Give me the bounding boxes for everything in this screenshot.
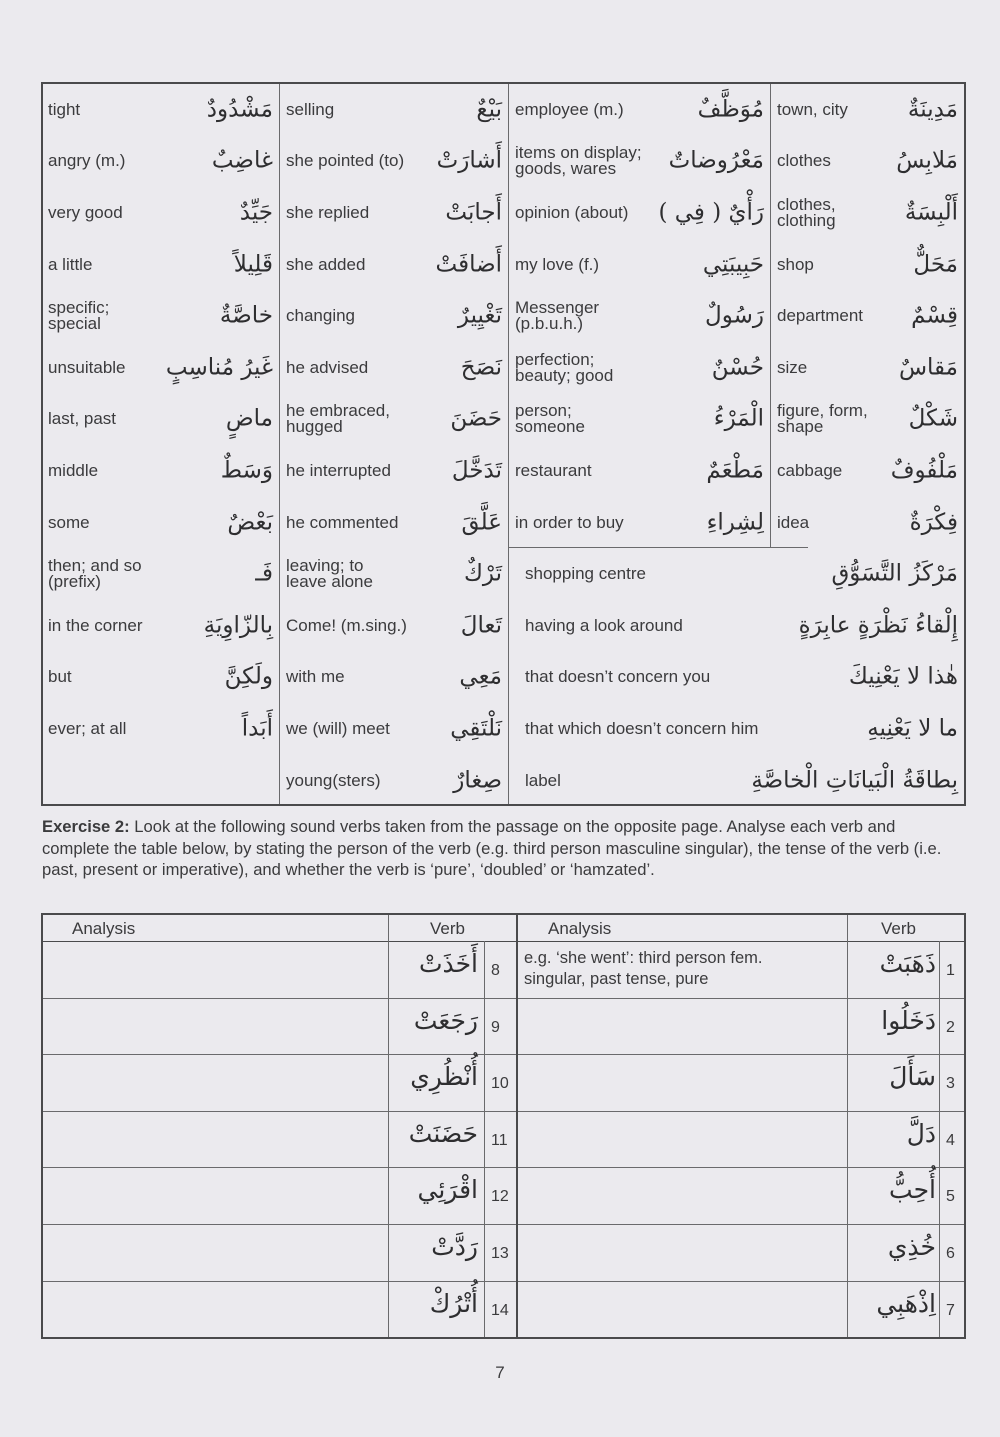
- vocab-entry: [43, 497, 279, 549]
- arabic-word: مَحَلٌّ: [913, 251, 958, 278]
- english-meaning: town, city: [777, 99, 848, 119]
- vocab-entry: [43, 600, 279, 652]
- vocab-phrase-entry: [520, 755, 964, 807]
- arabic-verb: أُنْظُرِي: [410, 1062, 478, 1092]
- analysis-header-left: Analysis: [72, 919, 136, 938]
- arabic-word: رَسُولٌ: [705, 302, 764, 329]
- exercise-label: Exercise 2:: [42, 817, 130, 836]
- vocab-entry: [281, 239, 508, 291]
- arabic-verb: رَدَّتْ: [431, 1232, 478, 1261]
- vocabulary-box: [41, 82, 966, 806]
- arabic-word: رَأْيٌ ( فِي ): [658, 199, 764, 226]
- english-meaning: but: [48, 667, 72, 687]
- arabic-verb: ذَهَبَتْ: [879, 949, 936, 978]
- arabic-word: لِشِراءِ: [706, 509, 764, 536]
- english-meaning: selling: [286, 99, 335, 119]
- arabic-word: مَدِينَةٌ: [907, 96, 958, 123]
- analysis-cell[interactable]: [524, 1288, 844, 1332]
- vocab-entry: [43, 84, 279, 136]
- row-number: 7: [946, 1301, 955, 1319]
- row-number: 8: [491, 962, 500, 979]
- arabic-verb: خُذِي: [887, 1232, 936, 1261]
- verb-row: [518, 1281, 964, 1338]
- english-meaning: young(sters): [286, 770, 381, 790]
- arabic-word: نَلْتَقِي: [450, 715, 502, 742]
- arabic-word: بِالزّاوِيَةِ: [203, 612, 273, 639]
- english-meaning: with me: [286, 667, 345, 687]
- row-number: 13: [491, 1245, 509, 1262]
- verb-row: [43, 941, 516, 998]
- row-number: 11: [491, 1131, 508, 1149]
- vocab-entry: [281, 548, 508, 600]
- vocab-entry: [43, 394, 279, 446]
- english-meaning: very good: [48, 202, 123, 222]
- english-meaning: in order to buy: [515, 512, 624, 532]
- vocab-entry: [510, 187, 770, 239]
- english-meaning: person; someone: [515, 401, 585, 437]
- english-meaning: she added: [286, 254, 366, 274]
- arabic-word: مَشْدُودٌ: [206, 96, 273, 123]
- english-meaning: perfection; beauty; good: [515, 349, 614, 385]
- analysis-cell[interactable]: [49, 1231, 384, 1275]
- english-meaning: opinion (about): [515, 202, 629, 222]
- vocab-entry: [510, 239, 770, 291]
- vocab-entry: [281, 187, 508, 239]
- english-meaning: angry (m.): [48, 151, 126, 171]
- row-number: 1: [946, 962, 955, 979]
- vocab-phrase-entry: [520, 548, 964, 600]
- vocab-entry: [772, 187, 964, 239]
- vocab-entry: [281, 84, 508, 136]
- english-meaning: middle: [48, 460, 99, 480]
- vocab-entry: [772, 290, 964, 342]
- arabic-word: فَـ: [255, 560, 273, 587]
- arabic-word: تَغْيِيرٌ: [457, 302, 502, 329]
- analysis-cell[interactable]: [49, 1061, 384, 1105]
- arabic-verb: أُتْرُكْ: [429, 1288, 478, 1318]
- english-meaning: shopping centre: [525, 564, 646, 584]
- page-number: 7: [495, 1363, 505, 1382]
- vocab-entry: [43, 548, 279, 600]
- arabic-word: الْمَرْءُ: [713, 405, 764, 432]
- verb-header-left: Verb: [430, 919, 465, 938]
- vocab-entry: [510, 84, 770, 136]
- english-meaning: some: [48, 512, 90, 532]
- english-meaning: he interrupted: [286, 460, 391, 480]
- exercise-instructions: [42, 816, 962, 881]
- verb-header-right: Verb: [881, 919, 916, 938]
- arabic-word: غَيرُ مُناسِبٍ: [165, 354, 273, 381]
- arabic-word: جَيِّدٌ: [239, 199, 273, 226]
- arabic-word: خاصَّةٌ: [219, 302, 273, 329]
- arabic-word: قَلِيلاً: [233, 251, 273, 278]
- english-meaning: in the corner: [48, 615, 143, 635]
- verb-row: [518, 1111, 964, 1168]
- arabic-verb: دَلَّ: [906, 1118, 936, 1148]
- vocab-entry: [281, 755, 508, 807]
- vocab-phrase-entry: [520, 652, 964, 704]
- english-meaning: label: [525, 770, 561, 790]
- vocab-phrase-entry: [520, 703, 964, 755]
- arabic-word: وَسَطٌ: [220, 457, 273, 484]
- arabic-verb: أَخَذَتْ: [418, 949, 478, 978]
- row-number: 4: [946, 1131, 955, 1149]
- arabic-word: ماضٍ: [225, 405, 273, 432]
- arabic-word: نَصَحَ: [460, 354, 502, 381]
- column-divider: [279, 84, 280, 804]
- vocab-entry: [43, 342, 279, 394]
- analysis-table: [41, 913, 966, 1339]
- vocab-entry: [43, 136, 279, 188]
- english-meaning: then; and so (prefix): [48, 556, 142, 592]
- row-number: 10: [491, 1075, 509, 1093]
- arabic-verb: حَضَنَتْ: [408, 1118, 478, 1148]
- english-meaning: restaurant: [515, 460, 592, 480]
- english-meaning: she replied: [286, 202, 370, 222]
- arabic-word: مَعِي: [459, 663, 502, 690]
- vocab-entry: [772, 136, 964, 188]
- verb-row: [43, 1281, 516, 1338]
- arabic-word: مَلابِسُ: [896, 147, 958, 174]
- row-number: 2: [946, 1018, 955, 1036]
- english-meaning: clothes: [777, 151, 831, 171]
- english-meaning: unsuitable: [48, 357, 126, 377]
- arabic-word: بَعْضٌ: [227, 509, 273, 536]
- vocab-entry: [772, 239, 964, 291]
- english-meaning: figure, form, shape: [777, 401, 868, 437]
- english-meaning: that doesn’t concern you: [525, 667, 711, 687]
- analysis-cell[interactable]: [49, 1118, 384, 1162]
- arabic-word: مَقاسٌ: [898, 354, 958, 381]
- arabic-phrase: هٰذا لا يَعْنِيكَ: [848, 663, 958, 690]
- arabic-word: شَكْلٌ: [908, 405, 958, 432]
- english-meaning: Come! (m.sing.): [286, 615, 407, 635]
- row-number: 5: [946, 1188, 955, 1206]
- row-number: 6: [946, 1245, 955, 1262]
- vocab-entry: [281, 394, 508, 446]
- english-meaning: clothes, clothing: [777, 194, 836, 230]
- arabic-phrase: إِلْقاءُ نَظْرَةٍ عابِرَةٍ: [798, 612, 958, 639]
- analysis-cell[interactable]: [49, 1005, 384, 1049]
- vocab-entry: [510, 497, 770, 549]
- verb-row: [43, 1167, 516, 1224]
- analysis-cell[interactable]: [524, 1118, 844, 1162]
- arabic-word: مَلْفُوفٌ: [890, 457, 958, 484]
- vocab-entry: [281, 342, 508, 394]
- verb-row: [43, 998, 516, 1055]
- arabic-word: بَيْعٌ: [476, 96, 502, 123]
- arabic-word: فِكْرَةٌ: [909, 509, 958, 536]
- row-number: 3: [946, 1075, 955, 1093]
- english-meaning: my love (f.): [515, 254, 600, 274]
- english-meaning: he embraced, hugged: [286, 401, 390, 437]
- arabic-verb: أُحِبُّ: [889, 1175, 936, 1205]
- arabic-word: مَعْرُوضاتٌ: [668, 147, 764, 174]
- arabic-word: عَلَّقَ: [461, 509, 502, 536]
- vocab-entry: [772, 445, 964, 497]
- vocab-entry: [281, 497, 508, 549]
- english-meaning: ever; at all: [48, 718, 127, 738]
- vocab-entry: [772, 394, 964, 446]
- verb-row: [518, 1054, 964, 1111]
- arabic-word: أَبَداً: [241, 715, 273, 742]
- english-meaning: Messenger (p.b.u.h.): [515, 298, 600, 334]
- vocab-entry: [43, 652, 279, 704]
- arabic-verb: رَجَعَتْ: [413, 1005, 478, 1035]
- vocab-entry: [510, 445, 770, 497]
- analysis-cell[interactable]: [524, 1061, 844, 1105]
- english-meaning: having a look around: [525, 615, 683, 635]
- english-meaning: last, past: [48, 409, 117, 429]
- arabic-word: حَبِيبَتِي: [702, 251, 764, 278]
- arabic-word: أَجابَتْ: [445, 199, 502, 226]
- row-number: 12: [491, 1188, 509, 1206]
- column-divider: [770, 84, 771, 547]
- analysis-cell[interactable]: [524, 1231, 844, 1275]
- arabic-word: قِسْمٌ: [911, 302, 958, 329]
- analysis-cell[interactable]: e.g. ‘she went’: third person fem. singular, past tense, pure: [524, 949, 763, 988]
- english-meaning: we (will) meet: [286, 718, 390, 738]
- english-meaning: shop: [777, 254, 814, 274]
- arabic-verb: دَخَلُوا: [881, 1005, 936, 1035]
- vocab-entry: [510, 394, 770, 446]
- arabic-phrase: بِطاقَةُ الْبَيانَاتِ الْخاصَّةِ: [751, 767, 958, 794]
- vocab-entry: [510, 342, 770, 394]
- verb-row: [43, 1111, 516, 1168]
- vocab-phrase-entry: [520, 600, 964, 652]
- arabic-word: ولَكِنَّ: [224, 663, 273, 690]
- vocab-entry: [772, 497, 964, 549]
- column-divider: [508, 84, 509, 804]
- english-meaning: changing: [286, 306, 356, 326]
- vocab-entry: [772, 84, 964, 136]
- english-meaning: department: [777, 306, 863, 326]
- vocab-entry: [281, 136, 508, 188]
- english-meaning: employee (m.): [515, 99, 624, 119]
- vocab-entry: [43, 239, 279, 291]
- english-meaning: specific; special: [48, 298, 110, 334]
- arabic-word: مُوَظَّفٌ: [697, 96, 764, 123]
- english-meaning: he commented: [286, 512, 399, 532]
- vocab-entry: [43, 445, 279, 497]
- arabic-verb: اِذْهَبِي: [876, 1288, 936, 1318]
- vocab-entry: [43, 703, 279, 755]
- arabic-word: أَلْبِسَةٌ: [904, 199, 958, 226]
- arabic-verb: اقْرَئِي: [417, 1175, 478, 1205]
- analysis-cell[interactable]: [49, 1174, 384, 1218]
- row-number: 14: [491, 1301, 509, 1319]
- verb-row: [43, 1054, 516, 1111]
- verb-row: [518, 1224, 964, 1281]
- vocab-entry: [510, 290, 770, 342]
- arabic-word: غاضِبٌ: [211, 147, 273, 174]
- verb-row: [518, 941, 964, 998]
- row-number: 9: [491, 1018, 500, 1036]
- arabic-word: أَشارَتْ: [436, 147, 502, 174]
- vocab-entry: [281, 290, 508, 342]
- english-meaning: size: [777, 357, 808, 377]
- arabic-phrase: ما لا يَعْنِيهِ: [867, 715, 958, 742]
- analysis-cell[interactable]: [524, 1005, 844, 1049]
- english-meaning: she pointed (to): [286, 151, 405, 171]
- analysis-cell[interactable]: [524, 1174, 844, 1218]
- arabic-word: صِغارٌ: [453, 767, 502, 794]
- arabic-word: تَدَخَّلَ: [451, 457, 502, 484]
- arabic-word: تَرْكٌ: [463, 560, 502, 587]
- vocab-entry: [281, 652, 508, 704]
- analysis-cell[interactable]: [49, 948, 384, 992]
- english-meaning: he advised: [286, 357, 369, 377]
- arabic-word: تَعالَ: [460, 612, 502, 639]
- analysis-header-right: Analysis: [548, 919, 612, 938]
- english-meaning: cabbage: [777, 460, 843, 480]
- arabic-phrase: مَرْكَزُ التَّسَوُّقِ: [831, 560, 958, 587]
- arabic-verb: سَأَلَ: [889, 1062, 936, 1092]
- arabic-word: أَضافَتْ: [435, 251, 502, 278]
- analysis-cell[interactable]: [49, 1288, 384, 1332]
- english-meaning: leaving; to leave alone: [286, 556, 373, 592]
- verb-row: [43, 1224, 516, 1281]
- english-meaning: that which doesn’t concern him: [525, 718, 759, 738]
- vocab-entry: [43, 187, 279, 239]
- english-meaning: items on display; goods, wares: [515, 143, 642, 179]
- english-meaning: tight: [48, 99, 81, 119]
- vocab-entry: [281, 600, 508, 652]
- arabic-word: حَضَنَ: [450, 405, 502, 432]
- english-meaning: idea: [777, 512, 810, 532]
- vocab-entry: [510, 136, 770, 188]
- vocab-entry: [281, 445, 508, 497]
- vocab-entry: [43, 290, 279, 342]
- english-meaning: a little: [48, 254, 93, 274]
- arabic-word: حُسْنٌ: [711, 354, 764, 381]
- verb-row: [518, 1167, 964, 1224]
- verb-row: [518, 998, 964, 1055]
- vocab-entry: [281, 703, 508, 755]
- arabic-word: مَطْعَمٌ: [706, 457, 764, 484]
- vocab-entry: [772, 342, 964, 394]
- exercise-text: Look at the following sound verbs taken from the passage on the opposite page. Analyse each verb and complete the table below, by stating the person of the verb (e.g. third person masculine singular), the tense of the verb (i.e. past, present or imperative), and whether the verb is ‘pure’, ‘doubled’ or ‘hamzated’.: [42, 817, 942, 879]
